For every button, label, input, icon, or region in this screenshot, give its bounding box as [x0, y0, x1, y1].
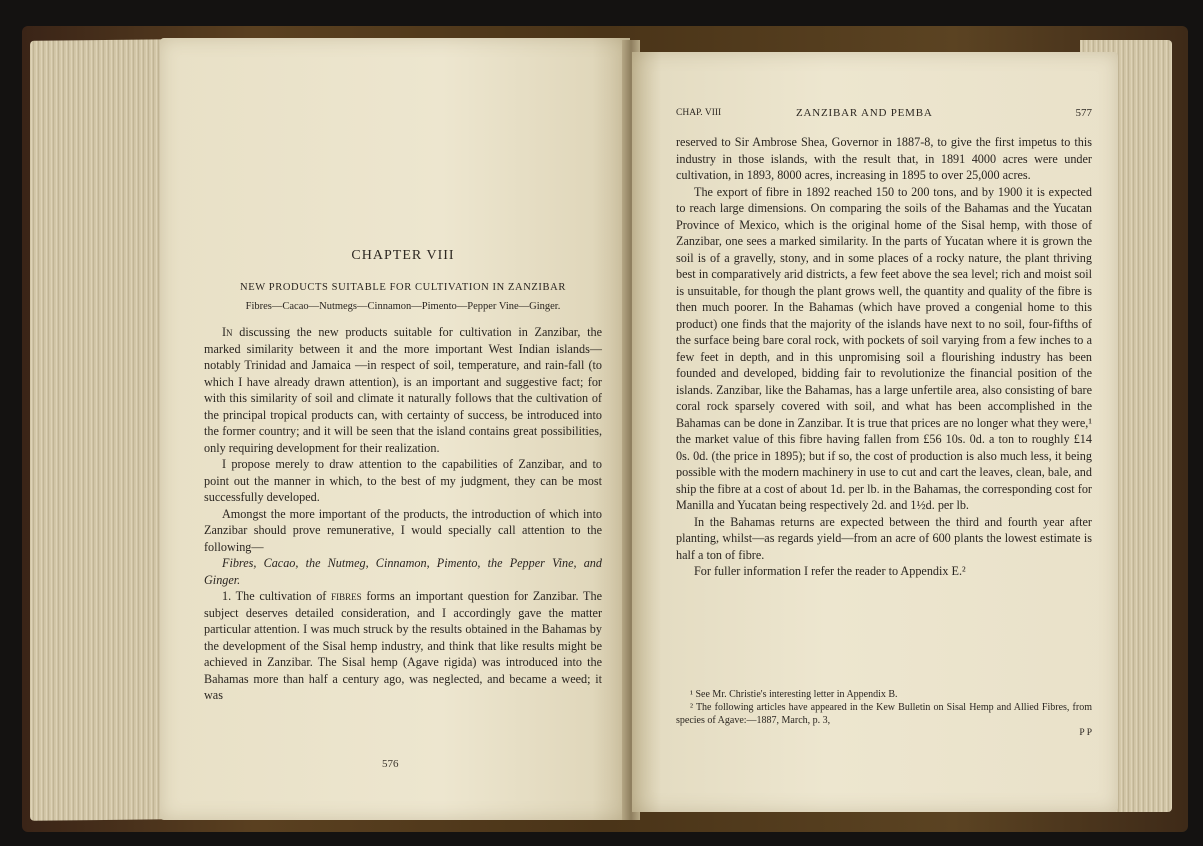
chapter-heading: CHAPTER VIII: [351, 248, 455, 263]
footnote-2: ² The following articles have appeared in the Kew Bulletin on Sisal Hemp and Allied Fibres, from species of Agave:—1887, March, p. 3,: [676, 702, 1092, 726]
chapter-subheading: Fibres—Cacao—Nutmegs—Cinnamon—Pimento—Pepper Vine—Ginger.: [245, 301, 561, 312]
fibres-term: fibres: [331, 589, 362, 603]
paragraph-propose: I propose merely to draw attention to the capabilities of Zanzibar, and to point out the manner in which, to the best of my judgment, they can be most successfully developed.: [204, 457, 602, 504]
page-number-left: 576: [382, 758, 399, 770]
running-head-chapter: CHAP. VIII: [676, 108, 722, 118]
item-number: 1. The cultivation of: [222, 589, 332, 603]
right-page: [632, 52, 1118, 812]
running-head-title: ZANZIBAR AND PEMBA: [796, 107, 933, 119]
signature-mark: P P: [1079, 728, 1092, 738]
paragraph-intro-text: discussing the new products suitable for cultivation in Zanzibar, the marked similarity between it and the more important West Indian islands—notably Trinidad and Jamaica —in respect of soil, temperature, and rain-fall (to which I have already drawn attention), is an important and suggestive fact; for with this similarity of soil and climate it naturally follows that the cultivation of the principal tropical products can, with certainty of success, be introduced into the former country; and it will be seen that the island contains great possibilities, only requiring development for their realization.: [204, 325, 602, 455]
paragraph-appendix-ref: For fuller information I refer the reader to Appendix E.²: [694, 564, 966, 578]
section-heading: NEW PRODUCTS SUITABLE FOR CULTIVATION IN ZANZIBAR: [240, 282, 566, 293]
footnote-1: ¹ See Mr. Christie's interesting letter in Appendix B.: [690, 689, 898, 700]
product-list: Fibres, Cacao, the Nutmeg, Cinnamon, Pimento, the Pepper Vine, and Ginger.: [204, 556, 602, 587]
left-page: [160, 38, 630, 820]
page-edges-left: [30, 39, 170, 820]
footnotes: [676, 688, 1092, 740]
paragraph-reserved: reserved to Sir Ambrose Shea, Governor in 1887-8, to give the first impetus to this industry in those islands, with the result that, in 1891 4000 acres were under cultivation, in 1893, 8000 acres, increasing in 1895 to over 25,000 acres.: [676, 135, 1092, 182]
drop-word: In: [222, 325, 233, 339]
paragraph-export: The export of fibre in 1892 reached 150 to 200 tons, and by 1900 it is expected to reach large dimensions. On comparing the soils of the Bahamas and the Yucatan Province of Mexico, which is the original home of the Sisal hemp, with those of Zanzibar, one sees a marked similarity. In the parts of Yucatan where it is grown the soil is of a gravelly, stony, and in some places of a rocky nature, the plant thriving best in comparatively arid districts, a few feet above the sea level; rich and moist soil is unsuitable, for though the plant grows well, the quantity and quality of the fibre is then much poorer. In the Bahamas (which have proved a congenial home to this product) one finds that the majority of the islands have next to no soil, four-fifths of the surface being bare coral rock, with pockets of soil varying from a few inches to a few feet in depth, and in this unpromising soil a flourishing industry has been founded and developed, bidding fair to revolutionize the financial position of the islands. Zanzibar, like the Bahamas, has a large unfertile area, also consisting of bare coral rock sparsely covered with soil, and what has been accomplished in the Bahamas can be done in Zanzibar. It is true that prices are no longer what they were,¹ the market value of this fibre having fallen from £56 10s. 0d. a ton to roughly £14 0s. 0d. (the price in 1895); but if so, the cost of production is also much less, it being possible with the modern machinery in use to cut and cart the leaves, clean, bale, and ship the fibre at a cost of about 1d. per lb. in the Bahamas, the corresponding cost for Manilla and Yucatan being respectively 2d. and 1½d. per lb.: [676, 184, 1092, 512]
paragraph-intro: [204, 324, 602, 456]
page-number-right: 577: [1075, 107, 1092, 119]
left-page-text: [204, 248, 602, 704]
paragraph-product-list: [204, 555, 602, 588]
paragraph-fibres-text: forms an important question for Zanzibar. The subject deserves detailed consideration, and I accordingly gave the matter particular attention. I was much struck by the results obtained in the Bahamas by the development of the Sisal hemp industry, and think that like results might be achieved in Zanzibar. The Sisal hemp (Agave rigida) was introduced into the Bahamas more than half a century ago, was neglected, and became a weed; it was: [204, 589, 602, 702]
paragraph-returns: In the Bahamas returns are expected between the third and fourth year after planting, whilst—as regards yield—from an acre of 600 plants the lowest estimate is half a ton of fibre.: [676, 514, 1092, 562]
paragraph-fibres: [204, 588, 602, 704]
right-page-text: [676, 134, 1092, 580]
paragraph-amongst: Amongst the more important of the products, the introduction of which into Zanzibar should prove remunerative, I would specially call attention to the following—: [204, 506, 602, 554]
